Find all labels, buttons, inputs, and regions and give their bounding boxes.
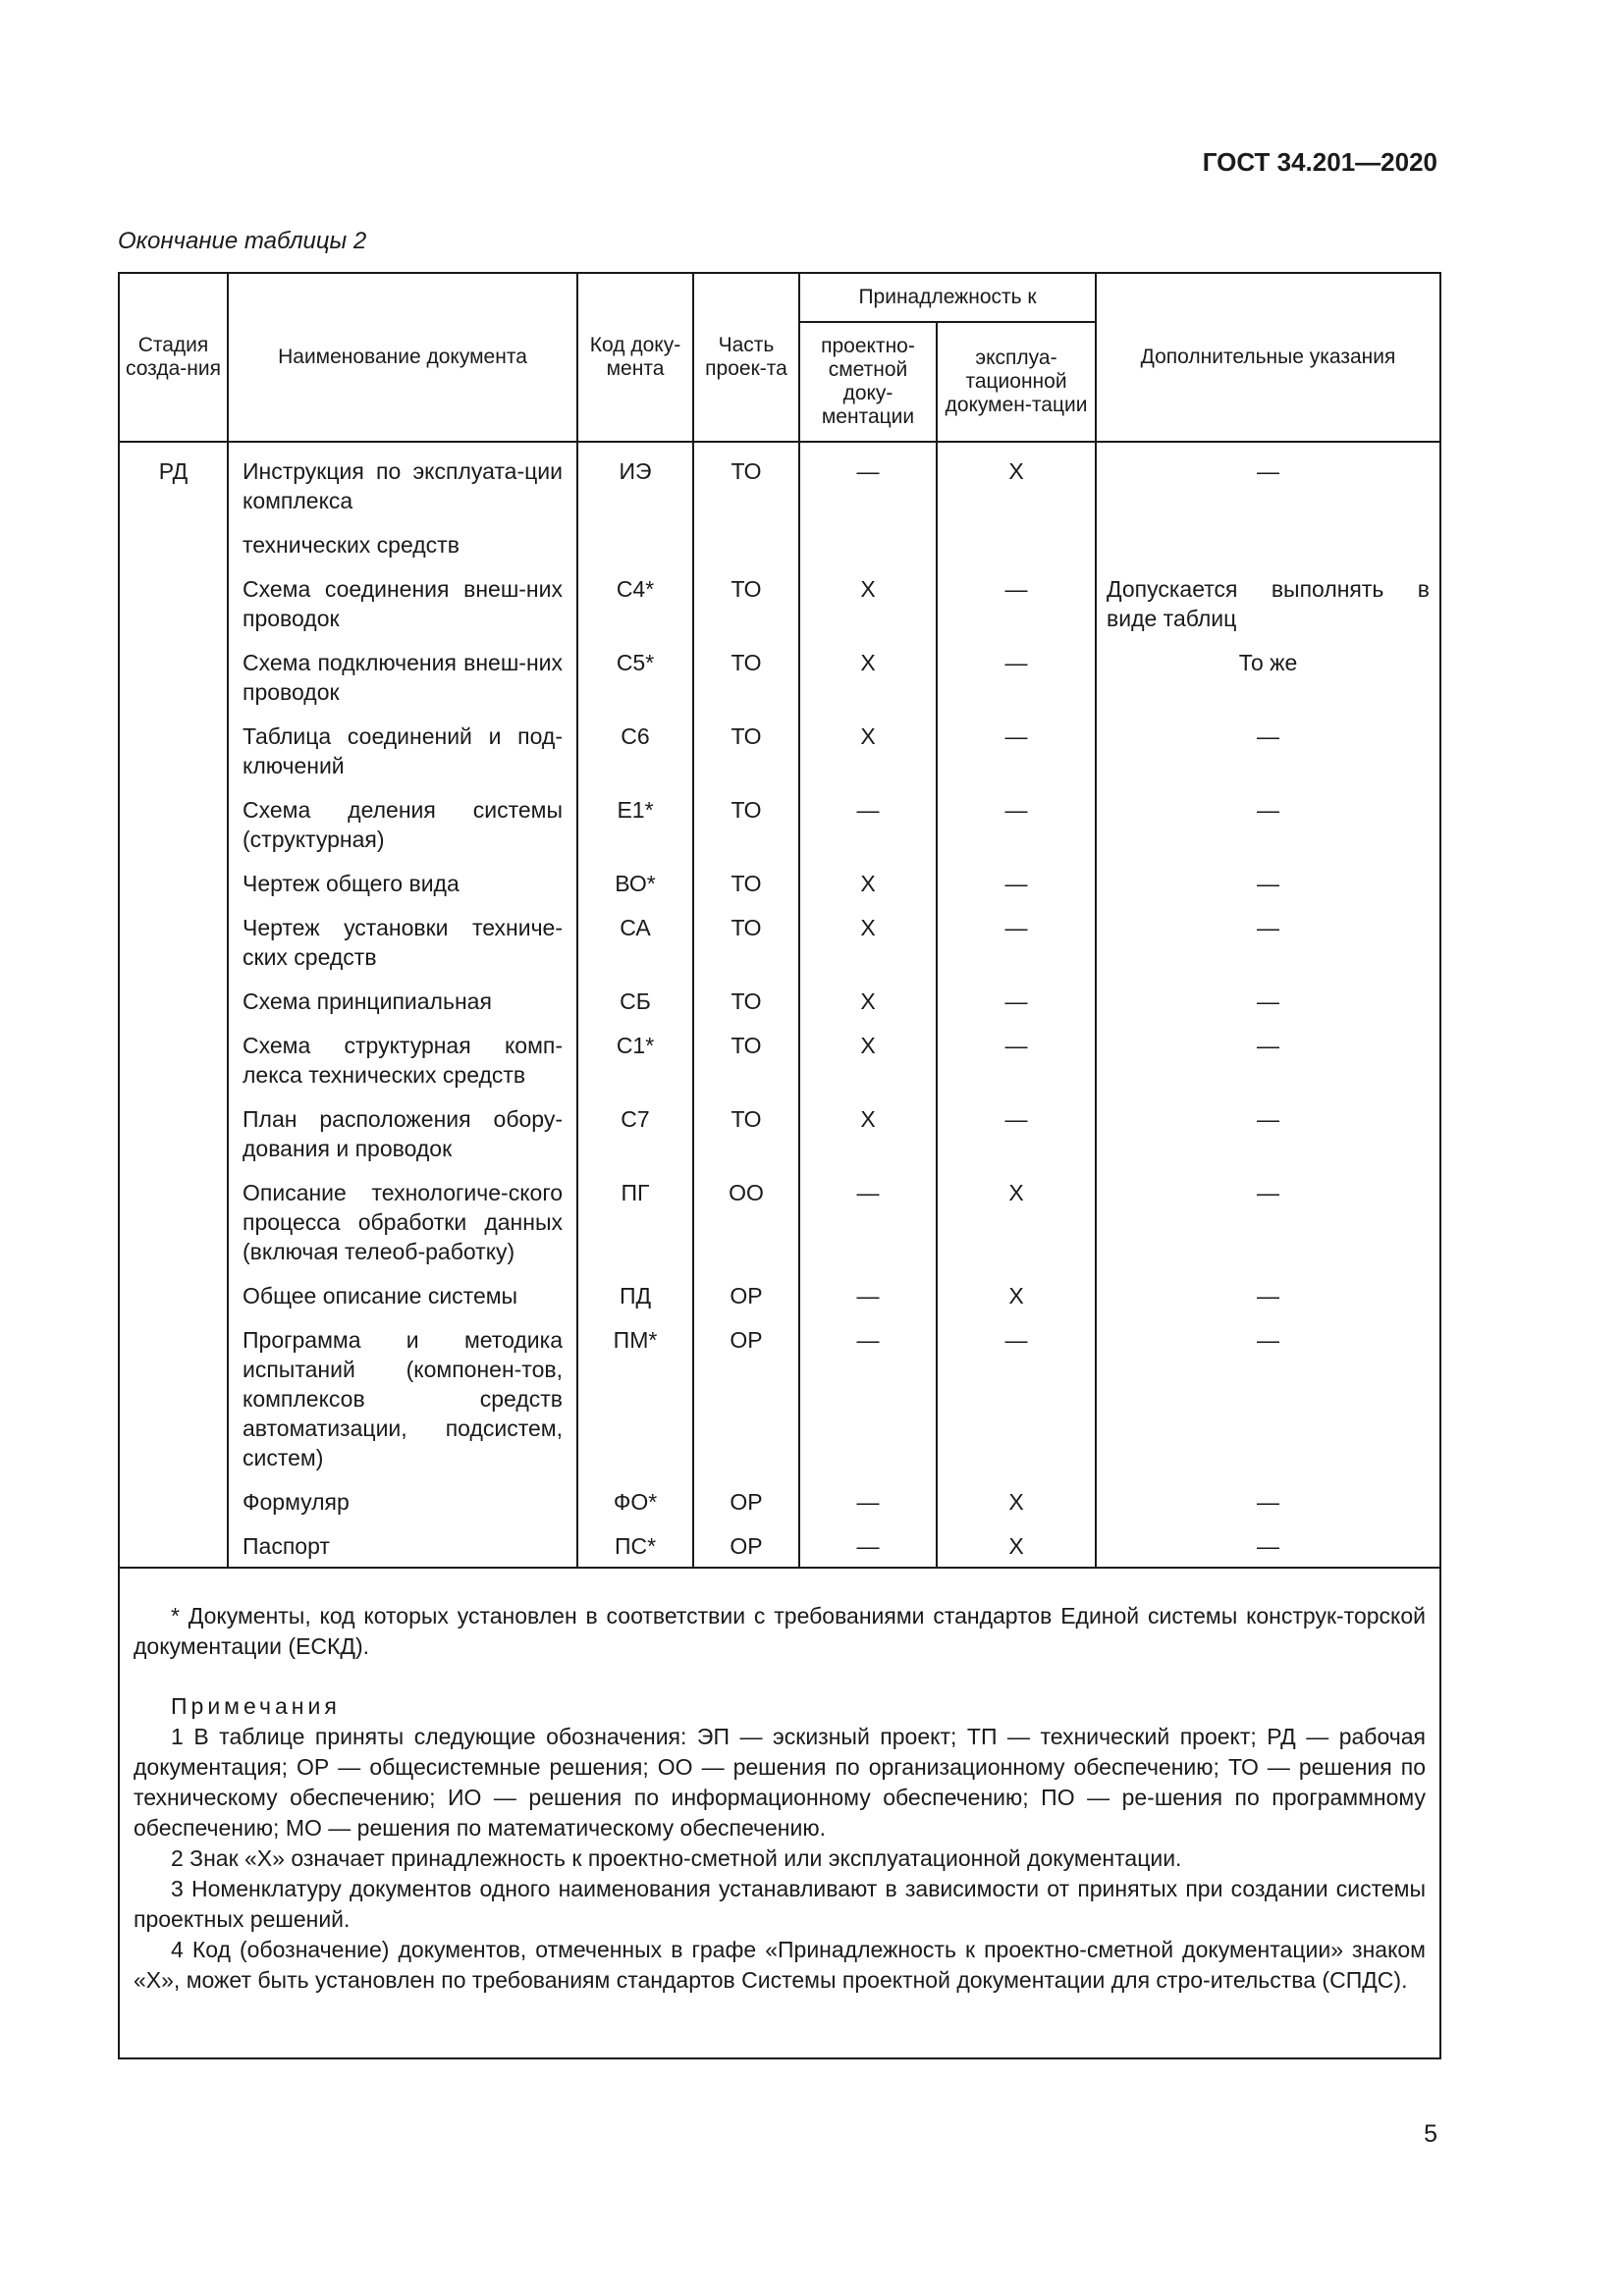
cell-stage	[120, 522, 228, 566]
cell-project-part: ТО	[693, 787, 799, 861]
col-header-name: Наименование документа	[228, 274, 577, 442]
cell-document-name: Схема деления системы (структурная)	[228, 787, 577, 861]
cell-notes: —	[1096, 442, 1439, 522]
cell-operational-docs-mark: Х	[937, 442, 1096, 522]
cell-project-part: ТО	[693, 861, 799, 905]
cell-project-part: ТО	[693, 566, 799, 640]
cell-document-code: С6	[577, 714, 693, 787]
table-row	[120, 1273, 1439, 1317]
cell-operational-docs-mark: Х	[937, 1273, 1096, 1317]
cell-document-name: Схема структурная комп-лекса технических средств	[228, 1023, 577, 1096]
table-row	[120, 1170, 1439, 1273]
cell-document-code: ИЭ	[577, 442, 693, 522]
cell-notes	[1096, 522, 1439, 566]
cell-notes: —	[1096, 1523, 1439, 1568]
note-item: 2 Знак «Х» означает принадлежность к проектно-сметной или эксплуатационной документации.	[171, 1845, 1182, 1871]
cell-notes: —	[1096, 787, 1439, 861]
cell-design-docs-mark: —	[799, 1273, 937, 1317]
cell-operational-docs-mark: Х	[937, 1523, 1096, 1568]
col-header-stage: Стадия созда-ния	[120, 274, 228, 442]
cell-document-name: Схема принципиальная	[228, 979, 577, 1023]
cell-design-docs-mark: Х	[799, 979, 937, 1023]
cell-operational-docs-mark: —	[937, 714, 1096, 787]
note-item: 3 Номенклатуру документов одного наименования устанавливают в зависимости от принятых при создании системы проектных решений.	[134, 1876, 1426, 1932]
footnotes-block	[120, 1601, 1439, 1996]
cell-operational-docs-mark: —	[937, 905, 1096, 979]
cell-operational-docs-mark: Х	[937, 1479, 1096, 1523]
col-header-belongs-group: Принадлежность к	[799, 274, 1096, 322]
cell-document-name: Паспорт	[228, 1523, 577, 1568]
cell-design-docs-mark: —	[799, 1170, 937, 1273]
cell-document-code: ФО*	[577, 1479, 693, 1523]
cell-operational-docs-mark: —	[937, 1317, 1096, 1479]
cell-design-docs-mark: —	[799, 442, 937, 522]
cell-project-part: ТО	[693, 979, 799, 1023]
table-row	[120, 442, 1439, 522]
cell-project-part: ТО	[693, 1023, 799, 1096]
table-row	[120, 1096, 1439, 1170]
cell-design-docs-mark: Х	[799, 1096, 937, 1170]
cell-operational-docs-mark: —	[937, 1023, 1096, 1096]
cell-document-code: С7	[577, 1096, 693, 1170]
cell-document-code: Е1*	[577, 787, 693, 861]
page-number: 5	[1424, 2120, 1437, 2148]
cell-document-name: Инструкция по эксплуата-ции комплекса	[228, 442, 577, 522]
notes-title: Примечания	[171, 1693, 341, 1719]
cell-document-code: ПС*	[577, 1523, 693, 1568]
cell-design-docs-mark: —	[799, 1479, 937, 1523]
cell-project-part: ОР	[693, 1479, 799, 1523]
cell-design-docs-mark: Х	[799, 905, 937, 979]
col-header-design-docs: проектно-сметной доку-ментации	[799, 322, 937, 442]
table-body	[120, 442, 1439, 1568]
cell-document-name: Программа и методика испытаний (компонен-тов, комплексов средств автоматизации, подсистем, систем)	[228, 1317, 577, 1479]
table-row	[120, 787, 1439, 861]
cell-stage: РД	[120, 442, 228, 522]
cell-stage	[120, 979, 228, 1023]
cell-stage	[120, 640, 228, 714]
table-row	[120, 522, 1439, 566]
cell-project-part	[693, 522, 799, 566]
table-row	[120, 566, 1439, 640]
cell-design-docs-mark: Х	[799, 1023, 937, 1096]
footnote-asterisk: * Документы, код которых установлен в соответствии с требованиями стандартов Единой системы конструк-торской документации (ЕСКД).	[134, 1603, 1426, 1659]
cell-design-docs-mark	[799, 522, 937, 566]
cell-document-code: СА	[577, 905, 693, 979]
cell-notes: —	[1096, 905, 1439, 979]
cell-document-code: ВО*	[577, 861, 693, 905]
cell-document-code	[577, 522, 693, 566]
cell-document-name: Таблица соединений и под-ключений	[228, 714, 577, 787]
note-item: 1 В таблице приняты следующие обозначения: ЭП — эскизный проект; ТП — технический проект; РД — рабочая документация; ОР — общесистемные решения; ОО — решения по организационному обеспечению; ТО — решения по техническому обеспечению; ИО — решения по информационному обеспечению; ПО — ре-шения по программному обеспечению; МО — решения по математическому обеспечению.	[134, 1724, 1426, 1841]
cell-notes: —	[1096, 1317, 1439, 1479]
table-row	[120, 1023, 1439, 1096]
table-row	[120, 905, 1439, 979]
cell-operational-docs-mark: —	[937, 861, 1096, 905]
cell-document-name: Схема подключения внеш-них проводок	[228, 640, 577, 714]
cell-operational-docs-mark: Х	[937, 1170, 1096, 1273]
cell-document-name: технических средств	[228, 522, 577, 566]
cell-design-docs-mark: Х	[799, 566, 937, 640]
cell-stage	[120, 905, 228, 979]
table-frame	[118, 272, 1441, 2059]
col-header-operational-docs: эксплуа-тационной докумен-тации	[937, 322, 1096, 442]
table-caption: Окончание таблицы 2	[118, 228, 367, 254]
cell-design-docs-mark: —	[799, 1317, 937, 1479]
cell-project-part: ТО	[693, 640, 799, 714]
cell-stage	[120, 1273, 228, 1317]
cell-project-part: ОО	[693, 1170, 799, 1273]
cell-design-docs-mark: Х	[799, 861, 937, 905]
cell-notes: —	[1096, 861, 1439, 905]
cell-operational-docs-mark: —	[937, 1096, 1096, 1170]
cell-stage	[120, 1317, 228, 1479]
cell-stage	[120, 1023, 228, 1096]
cell-design-docs-mark: Х	[799, 640, 937, 714]
cell-stage	[120, 787, 228, 861]
cell-document-name: Схема соединения внеш-них проводок	[228, 566, 577, 640]
cell-project-part: ТО	[693, 714, 799, 787]
cell-notes: —	[1096, 1273, 1439, 1317]
cell-document-name: Чертеж установки техниче-ских средств	[228, 905, 577, 979]
table-row	[120, 1523, 1439, 1568]
cell-document-code: С5*	[577, 640, 693, 714]
cell-notes: —	[1096, 1023, 1439, 1096]
cell-operational-docs-mark: —	[937, 640, 1096, 714]
table-row	[120, 861, 1439, 905]
cell-project-part: ОР	[693, 1523, 799, 1568]
cell-design-docs-mark: Х	[799, 714, 937, 787]
note-item: 4 Код (обозначение) документов, отмеченных в графе «Принадлежность к проектно-сметной документации» знаком «Х», может быть установлен по требованиям стандартов Системы проектной документации для стро-ительства (СПДС).	[134, 1937, 1426, 1993]
cell-document-name: Формуляр	[228, 1479, 577, 1523]
cell-document-name: Общее описание системы	[228, 1273, 577, 1317]
cell-project-part: ТО	[693, 905, 799, 979]
cell-operational-docs-mark: —	[937, 979, 1096, 1023]
cell-design-docs-mark: —	[799, 1523, 937, 1568]
cell-document-code: С1*	[577, 1023, 693, 1096]
cell-stage	[120, 1523, 228, 1568]
cell-notes: Допускается выполнять в виде таблиц	[1096, 566, 1439, 640]
cell-document-code: ПГ	[577, 1170, 693, 1273]
cell-document-code: С4*	[577, 566, 693, 640]
cell-notes: —	[1096, 979, 1439, 1023]
cell-document-code: СБ	[577, 979, 693, 1023]
cell-notes: То же	[1096, 640, 1439, 714]
cell-stage	[120, 1170, 228, 1273]
cell-document-code: ПМ*	[577, 1317, 693, 1479]
cell-stage	[120, 714, 228, 787]
table-row	[120, 1317, 1439, 1479]
cell-project-part: ОР	[693, 1317, 799, 1479]
cell-operational-docs-mark: —	[937, 787, 1096, 861]
standard-code: ГОСТ 34.201—2020	[1202, 147, 1437, 177]
cell-notes: —	[1096, 1170, 1439, 1273]
col-header-notes: Дополнительные указания	[1096, 274, 1439, 442]
cell-stage	[120, 1096, 228, 1170]
cell-document-code: ПД	[577, 1273, 693, 1317]
table-row	[120, 640, 1439, 714]
cell-document-name: Описание технологиче-ского процесса обработки данных (включая телеоб-работку)	[228, 1170, 577, 1273]
cell-stage	[120, 1479, 228, 1523]
cell-project-part: ОР	[693, 1273, 799, 1317]
cell-stage	[120, 861, 228, 905]
cell-operational-docs-mark: —	[937, 566, 1096, 640]
cell-design-docs-mark: —	[799, 787, 937, 861]
table-row	[120, 979, 1439, 1023]
cell-project-part: ТО	[693, 1096, 799, 1170]
cell-operational-docs-mark	[937, 522, 1096, 566]
table-row	[120, 1479, 1439, 1523]
cell-document-name: План расположения обору-дования и проводок	[228, 1096, 577, 1170]
cell-stage	[120, 566, 228, 640]
col-header-part: Часть проек-та	[693, 274, 799, 442]
col-header-code: Код доку-мента	[577, 274, 693, 442]
table-row	[120, 714, 1439, 787]
cell-project-part: ТО	[693, 442, 799, 522]
cell-notes: —	[1096, 1096, 1439, 1170]
cell-notes: —	[1096, 1479, 1439, 1523]
cell-notes: —	[1096, 714, 1439, 787]
documents-table	[120, 274, 1439, 1569]
cell-document-name: Чертеж общего вида	[228, 861, 577, 905]
